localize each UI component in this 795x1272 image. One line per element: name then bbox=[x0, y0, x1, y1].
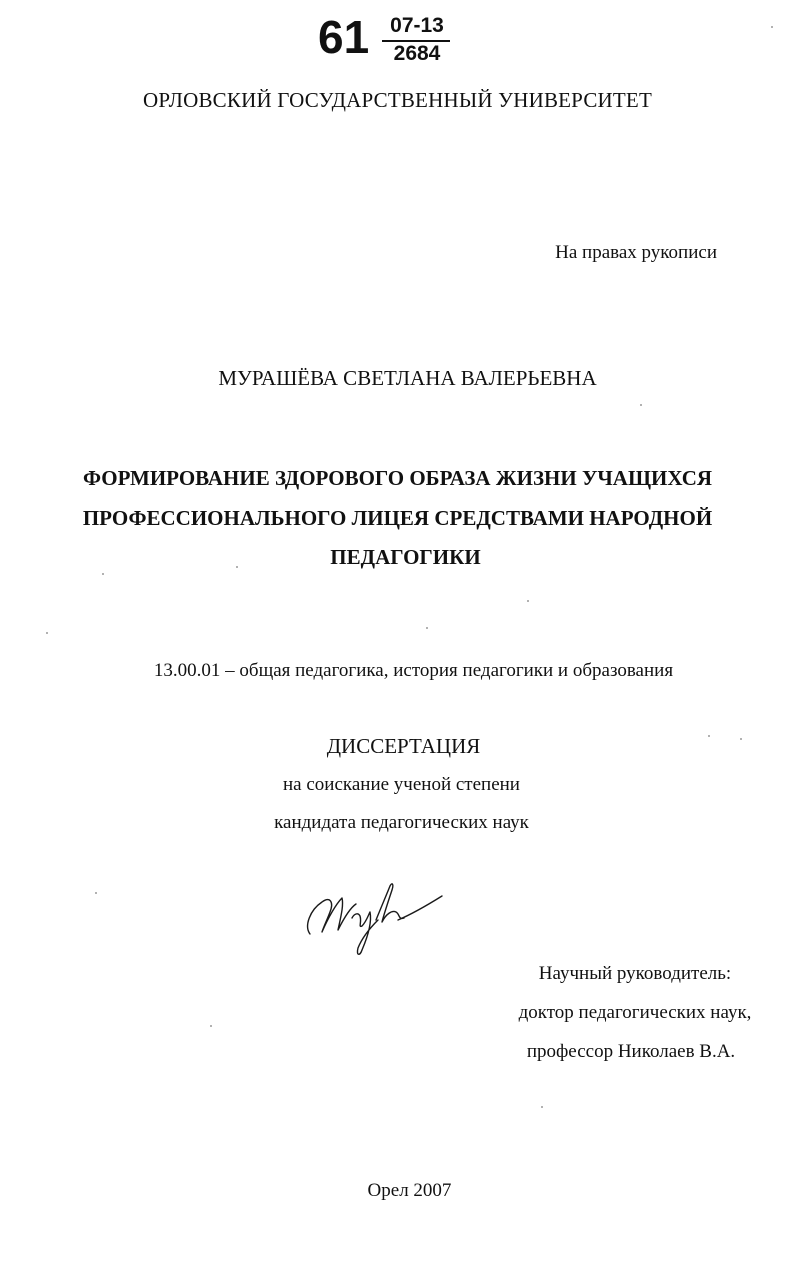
scan-speck bbox=[102, 573, 104, 575]
scan-speck bbox=[426, 627, 428, 629]
advisor-label: Научный руководитель: bbox=[538, 963, 732, 984]
document-type: ДИССЕРТАЦИЯ bbox=[326, 734, 481, 758]
degree-line-1: на соискание ученой степени bbox=[283, 774, 520, 795]
scan-speck bbox=[740, 738, 742, 740]
specialty-code: 13.00.01 – общая педагогика, история педагогики и образования bbox=[153, 660, 674, 681]
title-line-3: ПЕДАГОГИКИ bbox=[330, 545, 481, 569]
scan-speck bbox=[771, 26, 773, 28]
scan-speck bbox=[708, 735, 710, 737]
stamp-fraction-bottom: 2684 bbox=[393, 42, 441, 65]
scan-speck bbox=[236, 566, 238, 568]
scan-speck bbox=[95, 892, 97, 894]
scan-speck bbox=[541, 1106, 543, 1108]
scan-speck bbox=[46, 632, 48, 634]
advisor-degree: доктор педагогических наук, bbox=[518, 1002, 752, 1023]
author-signature bbox=[300, 866, 450, 958]
manuscript-note: На правах рукописи bbox=[555, 242, 717, 263]
library-stamp-number bbox=[318, 10, 458, 70]
title-line-2: ПРОФЕССИОНАЛЬНОГО ЛИЦЕЯ СРЕДСТВАМИ НАРОДНОЙ bbox=[82, 506, 713, 530]
author-name: МУРАШЁВА СВЕТЛАНА ВАЛЕРЬЕВНА bbox=[218, 366, 597, 390]
scan-speck bbox=[640, 404, 642, 406]
advisor-name: профессор Николаев В.А. bbox=[526, 1041, 736, 1062]
scan-speck bbox=[527, 600, 529, 602]
title-line-1: ФОРМИРОВАНИЕ ЗДОРОВОГО ОБРАЗА ЖИЗНИ УЧАЩИХСЯ bbox=[82, 466, 713, 490]
degree-line-2: кандидата педагогических наук bbox=[274, 812, 529, 833]
stamp-number: 61 bbox=[318, 11, 370, 63]
stamp-fraction-top: 07-13 bbox=[390, 14, 444, 37]
city-and-year: Орел 2007 bbox=[367, 1180, 452, 1201]
scan-speck bbox=[210, 1025, 212, 1027]
university-name: ОРЛОВСКИЙ ГОСУДАРСТВЕННЫЙ УНИВЕРСИТЕТ bbox=[143, 88, 652, 112]
